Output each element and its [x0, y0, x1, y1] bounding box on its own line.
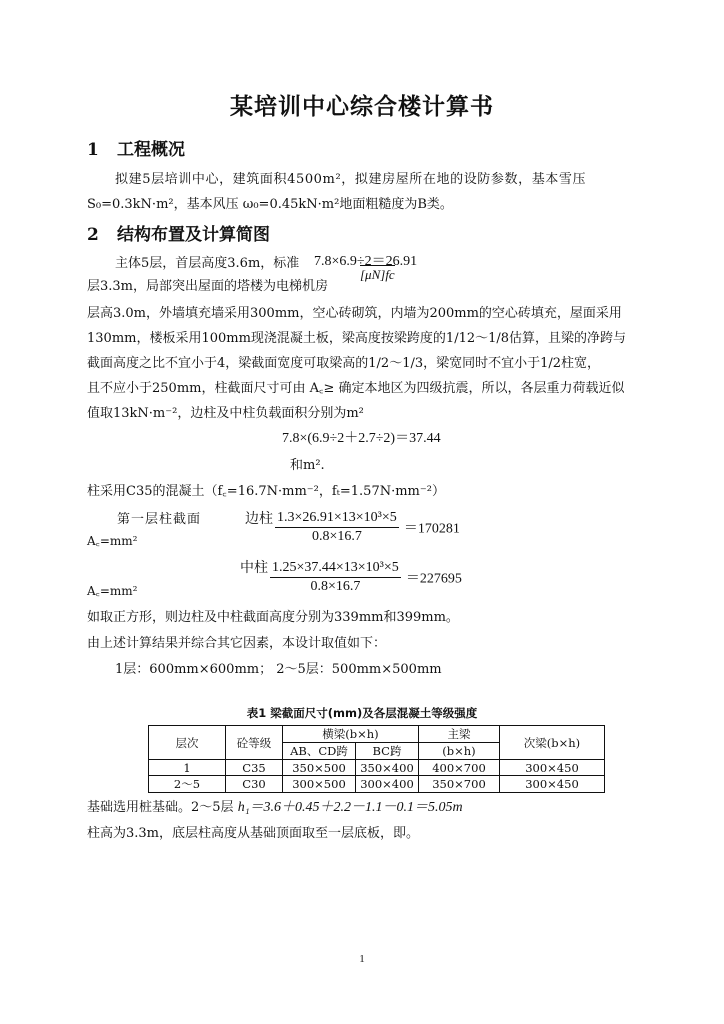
ac-edge: A꜀=mm²	[87, 534, 138, 548]
page-number: 1	[359, 953, 365, 965]
header-secondary: 次梁(b×h)	[500, 726, 605, 760]
s2-line1: 主体5层，首层高度3.6m，标准	[115, 256, 300, 271]
foundation-equation: h₁＝3.6＋0.45＋2.2－1.1－0.1＝5.05m	[237, 800, 463, 815]
result: ＝170281	[403, 521, 460, 537]
overlay-fraction: [μN]fc	[360, 267, 395, 282]
table-row	[149, 760, 605, 776]
mid-column-label: 中柱	[240, 560, 268, 576]
sizes-line: 1层：600mm×600mm； 2～5层：500mm×500mm	[115, 662, 442, 677]
s2-line5: 截面高度之比不宜小于4，梁截面宽度可取梁高的1/2～1/3，梁宽同时不宜小于1/2柱宽，	[87, 356, 601, 371]
cell-bc: 300×400	[356, 776, 419, 793]
s1-line2: S₀=0.3kN·m²，基本风压 ω₀=0.45kN·m²地面粗糙度为B类。	[87, 197, 453, 212]
s2-line7: 值取13kN·m⁻²，边柱及中柱负载面积分别为m²	[87, 406, 364, 421]
cell-ab: 350×500	[283, 760, 356, 776]
header-main-sub: (b×h)	[419, 743, 500, 760]
table-caption: 表1 梁截面尺寸(mm)及各层混凝土等级强度	[246, 706, 478, 720]
section-title: 结构布置及计算简图	[117, 225, 270, 245]
fraction	[275, 510, 399, 545]
s2-line4: 130mm，楼板采用100mm现浇混凝土板，梁高度按梁跨度的1/12～1/8估算，且梁的净跨与	[87, 331, 627, 346]
first-floor-label: 第一层柱截面	[117, 512, 202, 527]
numerator: 1.3×26.91×13×10³×5	[275, 510, 399, 528]
concrete-line: 柱采用C35的混凝土（f꜀=16.7N·mm⁻²，fₜ=1.57N·mm⁻²）	[87, 484, 445, 499]
denominator: 0.8×16.7	[310, 579, 361, 594]
section-heading-1	[87, 135, 185, 160]
s2-line3: 层高3.0m，外墙填充墙采用300mm，空心砖砌筑，内墙为200mm的空心砖填充，屋面采用	[87, 306, 622, 321]
cell-ab: 300×500	[283, 776, 356, 793]
mid-column-formula	[270, 560, 462, 595]
beam-section-table	[148, 725, 605, 793]
equation-tail: 和m².	[290, 458, 325, 473]
s1-line1: 拟建5层培训中心，建筑面积4500m²，拟建房屋所在地的设防参数，基本雪压	[115, 172, 587, 187]
section-heading-2	[87, 220, 270, 245]
edge-column-label: 边柱	[245, 511, 273, 527]
cell-secondary: 300×450	[500, 776, 605, 793]
header-bc: BC跨	[356, 743, 419, 760]
edge-column-formula	[275, 510, 460, 545]
cell-floor: 1	[149, 760, 226, 776]
summary-line: 由上述计算结果并综合其它因素，本设计取值如下：	[87, 636, 387, 651]
cell-main: 400×700	[419, 760, 500, 776]
header-floor: 层次	[149, 726, 226, 760]
denominator: 0.8×16.7	[311, 529, 362, 544]
cell-grade: C35	[226, 760, 283, 776]
section-number: 1	[87, 140, 99, 160]
section-title: 工程概况	[117, 140, 185, 160]
s2-line2: 层3.3m，局部突出屋面的塔楼为电梯机房	[87, 279, 329, 294]
foundation-line	[87, 796, 463, 816]
result: ＝227695	[405, 571, 462, 587]
numerator: 1.25×37.44×13×10³×5	[270, 560, 401, 578]
ac-mid: A꜀=mm²	[87, 584, 138, 598]
last-line: 柱高为3.3m，底层柱高度从基础顶面取至一层底板，即。	[87, 826, 420, 841]
header-main: 主梁	[419, 726, 500, 743]
section-number: 2	[87, 225, 99, 245]
cell-secondary: 300×450	[500, 760, 605, 776]
cell-main: 350×700	[419, 776, 500, 793]
cell-floor: 2～5	[149, 776, 226, 793]
header-beam: 横梁(b×h)	[283, 726, 419, 743]
cell-grade: C30	[226, 776, 283, 793]
square-line: 如取正方形，则边柱及中柱截面高度分别为339mm和399mm。	[87, 610, 459, 625]
header-ab: AB、CD跨	[283, 743, 356, 760]
cell-bc: 350×400	[356, 760, 419, 776]
s2-line6: 且不应小于250mm，柱截面尺寸可由 A꜀≥ 确定本地区为四级抗震，所以，各层重力荷载近似	[87, 381, 625, 396]
overlay-equation: 7.8×6.9÷2＝26.91	[314, 254, 418, 269]
foundation-text: 基础选用桩基础。2～5层	[87, 800, 234, 815]
equation-area: 7.8×(6.9÷2＋2.7÷2)＝37.44	[282, 431, 441, 446]
table-row	[149, 776, 605, 793]
header-grade: 砼等级	[226, 726, 283, 760]
page-title: 某培训中心综合楼计算书	[230, 93, 494, 120]
fraction	[270, 560, 401, 595]
